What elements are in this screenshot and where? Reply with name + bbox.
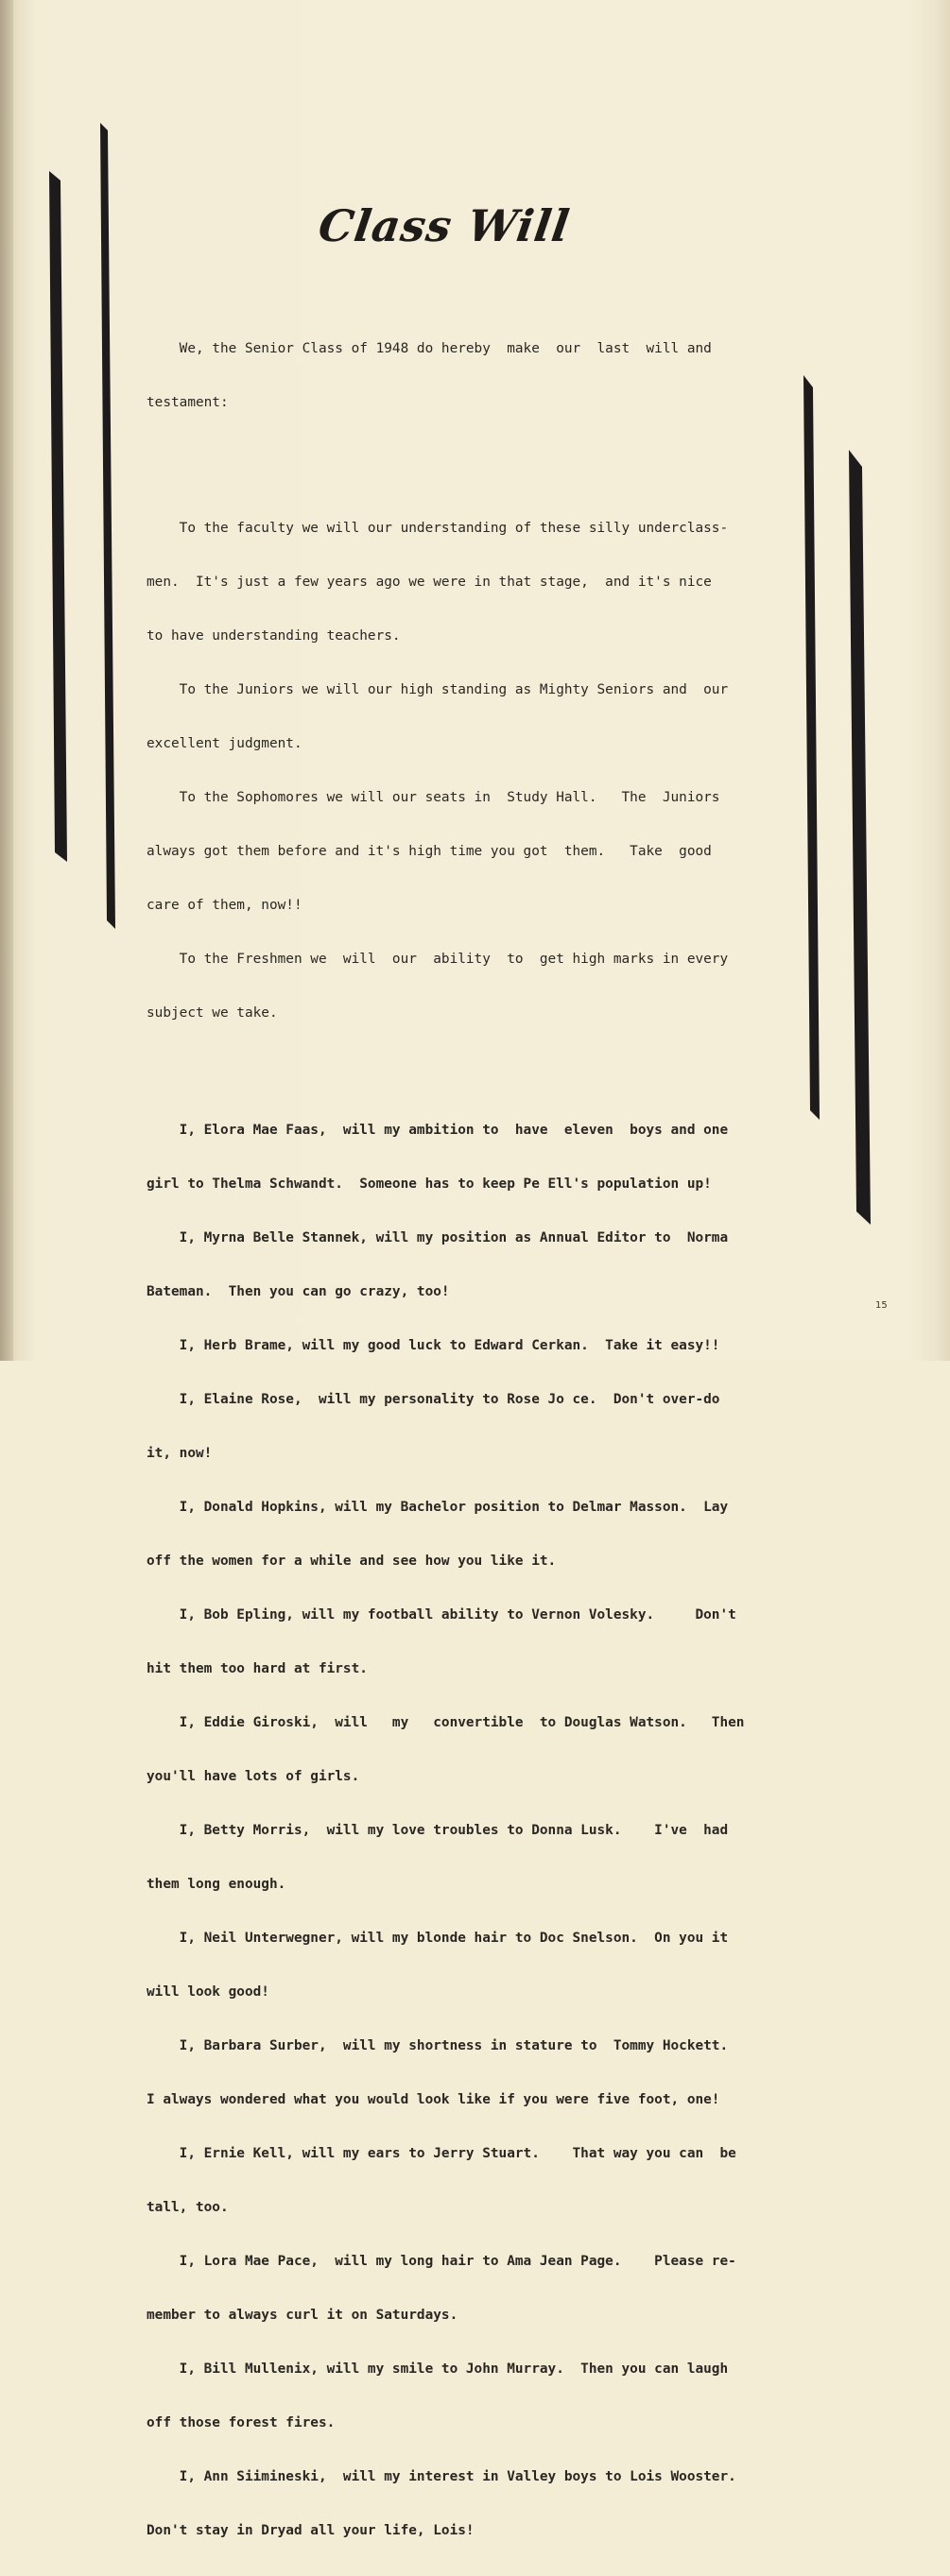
underclass-will-line: always got them before and it's high time you got them. Take good [147,844,712,859]
senior-will-line: hit them too hard at first. [147,1661,368,1676]
senior-will-line: I, Herb Brame, will my good luck to Edward Cerkan. Take it easy!! [147,1338,720,1353]
senior-will-line: I always wondered what you would look like if you were five foot, one! [147,2092,720,2107]
intro-line: We, the Senior Class of 1948 do hereby make our last will and [147,341,712,356]
senior-will-line: I, Barbara Surber, will my shortness in stature to Tommy Hockett. [147,2038,729,2053]
underclass-will-line: To the Juniors we will our high standing as Mighty Seniors and our [147,682,729,697]
senior-will-line: I, Ann Siimineski, will my interest in Valley boys to Lois Wooster. [147,2469,736,2484]
left-inner-stripe [100,123,115,929]
senior-will-line: off those forest fires. [147,2415,336,2430]
underclass-will-line: To the Sophomores we will our seats in Study Hall. The Juniors [147,790,720,805]
class-will-text [147,304,770,2576]
senior-will-line: it, now! [147,1446,213,1461]
senior-will-line: Don't stay in Dryad all your life, Lois! [147,2523,475,2538]
senior-will-line: you'll have lots of girls. [147,1769,360,1784]
page-title: Class Will [315,200,574,251]
underclass-will-line: men. It's just a few years ago we were in that stage, and it's nice [147,575,712,590]
right-outer-stripe [849,450,871,1225]
senior-will-line: I, Betty Morris, will my love troubles to Donna Lusk. I've had [147,1823,729,1838]
senior-will-line: I, Donald Hopkins, will my Bachelor position to Delmar Masson. Lay [147,1500,729,1515]
senior-will-line: I, Neil Unterwegner, will my blonde hair to Doc Snelson. On you it [147,1931,729,1946]
underclass-will-line: To the faculty we will our understanding of these silly underclass- [147,521,729,536]
underclass-will-line: to have understanding teachers. [147,628,401,644]
senior-will-line: I, Eddie Giroski, will my convertible to Douglas Watson. Then [147,1715,745,1730]
senior-will-line: I, Myrna Belle Stannek, will my position as Annual Editor to Norma [147,1230,729,1245]
senior-will-line: I, Bob Epling, will my football ability to Vernon Volesky. Don't [147,1607,736,1623]
senior-will-line: I, Bill Mullenix, will my smile to John Murray. Then you can laugh [147,2361,729,2377]
right-inner-stripe [803,375,820,1120]
senior-will-line: will look good! [147,1984,269,2000]
senior-will-line: them long enough. [147,1877,286,1892]
left-outer-stripe [49,171,67,862]
senior-will-line: off the women for a while and see how you like it. [147,1554,557,1569]
senior-will-line: member to always curl it on Saturdays. [147,2308,458,2323]
underclass-will-line: excellent judgment. [147,736,302,751]
intro-line: testament: [147,395,229,410]
senior-will-line: girl to Thelma Schwandt. Someone has to keep Pe Ell's population up! [147,1176,712,1192]
senior-will-line: I, Elora Mae Faas, will my ambition to have eleven boys and one [147,1123,729,1138]
senior-will-line: I, Elaine Rose, will my personality to Rose Jo ce. Don't over-do [147,1392,720,1407]
senior-will-line: I, Lora Mae Pace, will my long hair to Ama Jean Page. Please re- [147,2254,736,2269]
underclass-will-line: To the Freshmen we will our ability to get high marks in every [147,952,729,967]
senior-will-line: Bateman. Then you can go crazy, too! [147,1284,450,1299]
senior-will-line: I, Ernie Kell, will my ears to Jerry Stuart. That way you can be [147,2146,736,2161]
senior-will-line: tall, too. [147,2200,229,2215]
underclass-will-line: care of them, now!! [147,898,302,913]
page-number: 15 [875,1300,888,1311]
paragraph-gap [147,1058,770,1068]
underclass-will-line: subject we take. [147,1005,278,1021]
paragraph-gap [147,448,770,466]
